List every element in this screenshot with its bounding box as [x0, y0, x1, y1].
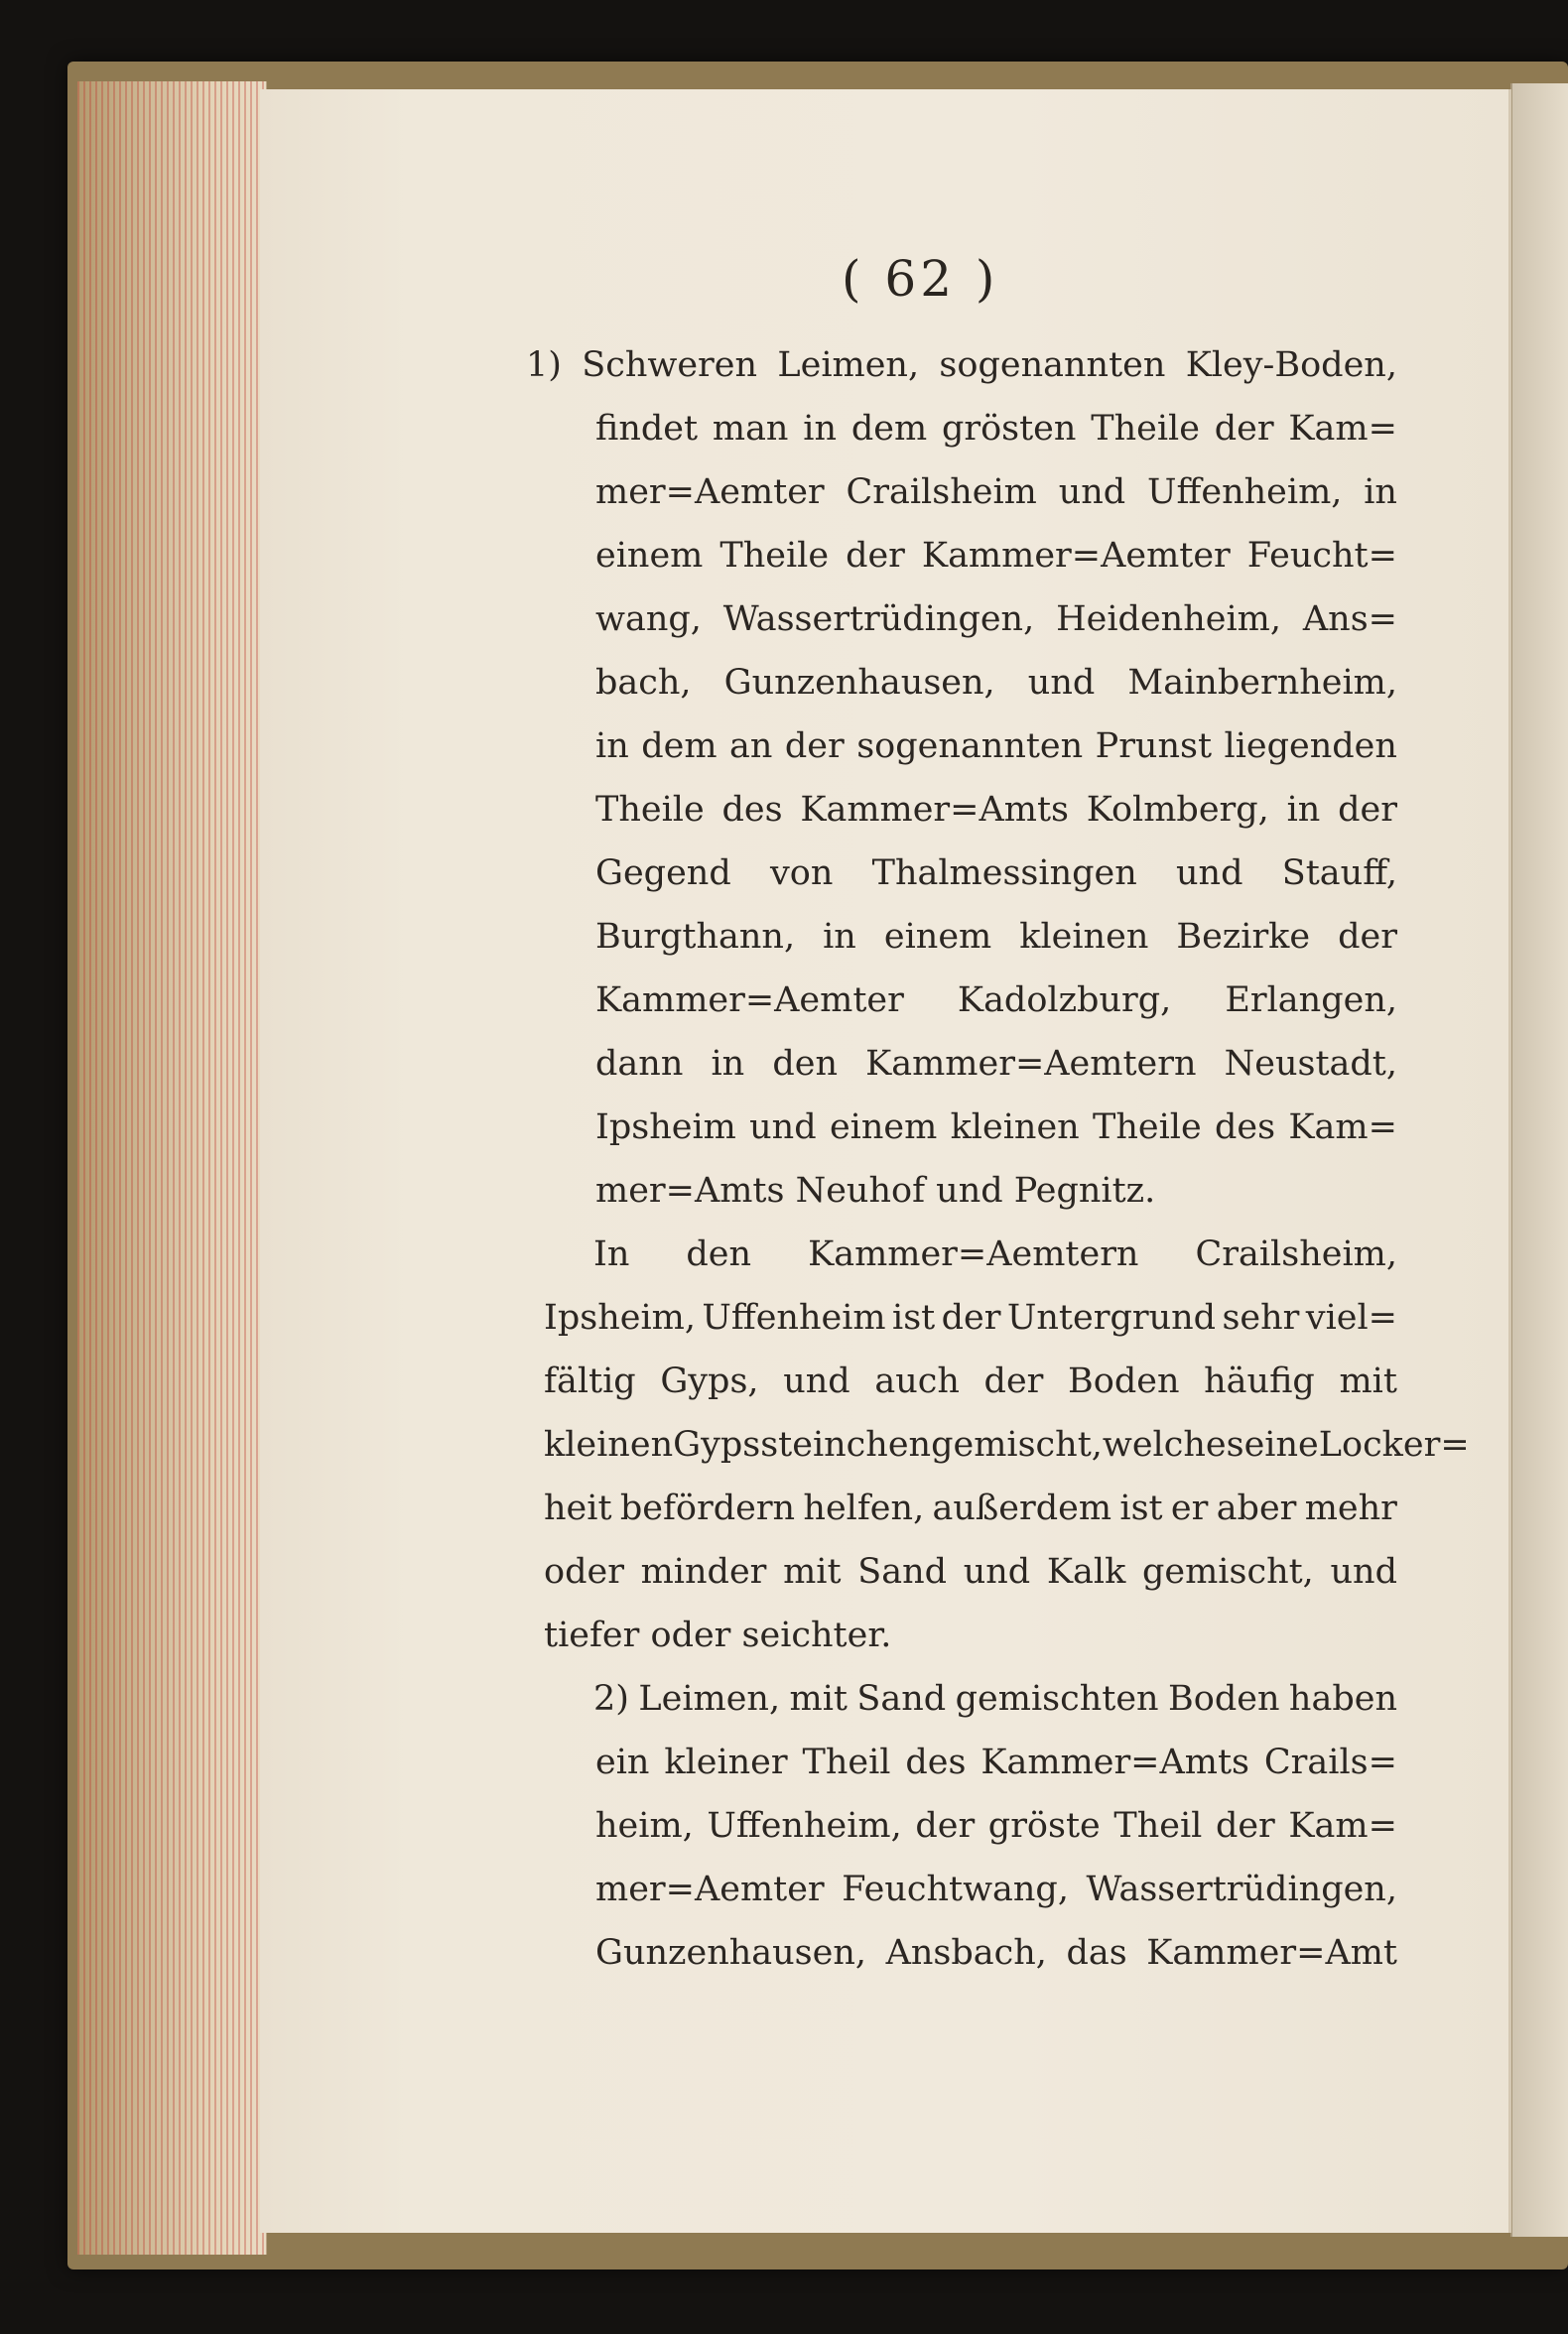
- next-page-edge: [1510, 83, 1568, 2237]
- page-text: [526, 333, 1470, 1985]
- text-line: fältig Gyps, und auch der Boden häufig mit: [544, 1362, 1397, 1401]
- text-line: wang, Wassertrüdingen, Heidenheim, Ans=: [595, 599, 1397, 639]
- text-line: Ipsheim, Uffenheim ist der Untergrund sehr viel=: [544, 1298, 1397, 1338]
- text-line: mer=Aemter Crailsheim und Uffenheim, in: [595, 472, 1397, 512]
- text-line: In den Kammer=Aemtern Crailsheim,: [593, 1234, 1397, 1274]
- text-line: Burgthann, in einem kleinen Bezirke der: [595, 917, 1397, 957]
- text-line: einem Theile der Kammer=Aemter Feucht=: [595, 536, 1397, 576]
- text-line: 1) Schweren Leimen, sogenannten Kley-Boden,: [526, 345, 1397, 385]
- text-line: dann in den Kammer=Aemtern Neustadt,: [595, 1044, 1397, 1084]
- text-line: tiefer oder seichter.: [544, 1616, 892, 1655]
- text-line: 2) Leimen, mit Sand gemischten Boden haben: [593, 1679, 1397, 1719]
- text-line: bach, Gunzenhausen, und Mainbernheim,: [595, 663, 1397, 703]
- text-line: ein kleiner Theil des Kammer=Amts Crails=: [595, 1743, 1397, 1782]
- text-line: oder minder mit Sand und Kalk gemischt, und: [544, 1552, 1397, 1592]
- text-line: Ipsheim und einem kleinen Theile des Kam=: [595, 1107, 1397, 1147]
- text-line: Gunzenhausen, Ansbach, das Kammer=Amt: [595, 1933, 1397, 1973]
- text-line: Theile des Kammer=Amts Kolmberg, in der: [595, 790, 1397, 830]
- text-line: Gegend von Thalmessingen und Stauff,: [595, 853, 1397, 893]
- text-line: findet man in dem grösten Theile der Kam=: [595, 409, 1397, 449]
- text-line: Kammer=Aemter Kadolzburg, Erlangen,: [595, 980, 1397, 1020]
- text-line: heim, Uffenheim, der gröste Theil der Kam=: [595, 1806, 1397, 1846]
- text-line: mer=Amts Neuhof und Pegnitz.: [595, 1171, 1156, 1211]
- text-line: in dem an der sogenannten Prunst liegenden: [595, 726, 1397, 766]
- text-line: kleinen Gypssteinchen gemischt, welche seine Locker=: [544, 1425, 1470, 1465]
- page-edges: [77, 81, 267, 2255]
- text-line: mer=Aemter Feuchtwang, Wassertrüdingen,: [595, 1870, 1397, 1909]
- page-number: ( 62 ): [842, 250, 999, 308]
- text-line: heit befördern helfen, außerdem ist er aber mehr: [544, 1489, 1397, 1528]
